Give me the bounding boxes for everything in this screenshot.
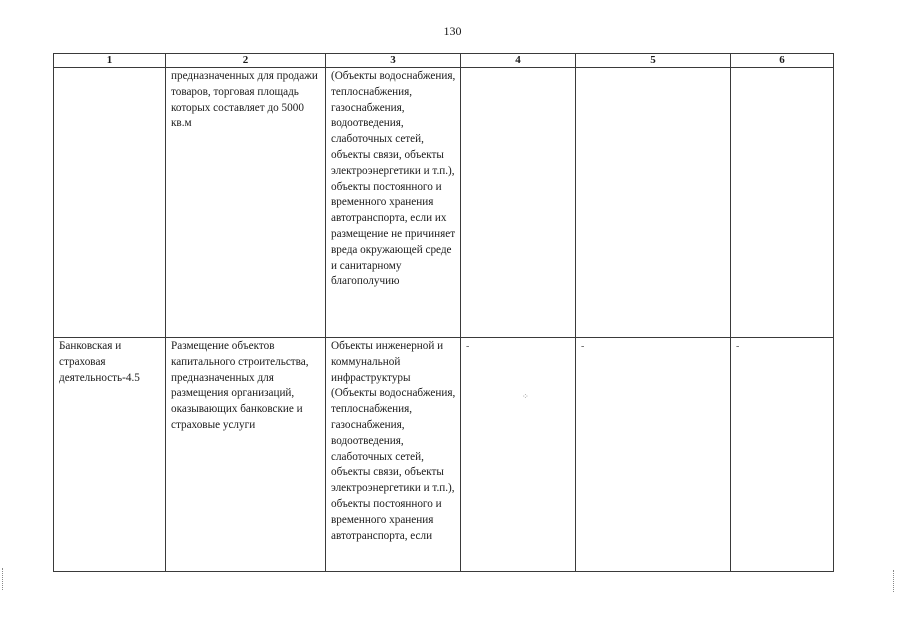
column-header-3: 3 [326,54,461,68]
cell-col5 [576,338,731,572]
table-header-row [54,54,834,68]
cell-auxiliary-objects: (Объекты водоснабжения, теплоснабжения, газоснабжения, водоотведения, слаботочных сетей, объекты связи, объекты электроэнергетики и т.п.), объекты постоянного и временного хранения автотранспорта, если их размещение не причиняет вреда окружающей среде и санитарному благополучию [326,68,461,338]
dash-mark: - [736,341,740,352]
cell-col6 [731,338,834,572]
left-margin-mark [2,568,4,590]
cell-col4 [461,68,576,338]
dash-mark: - [581,341,585,352]
column-header-2: 2 [166,54,326,68]
column-header-4: 4 [461,54,576,68]
zoning-table [53,53,834,572]
table-row [54,68,834,338]
column-header-1: 1 [54,54,166,68]
cell-col5 [576,68,731,338]
cell-col6 [731,68,834,338]
right-margin-mark [893,570,895,592]
cell-description: Размещение объектов капитального строительства, предназначенных для размещения организаций, оказывающих банковские и страховые услуги [166,338,326,572]
column-header-6: 6 [731,54,834,68]
cell-use-type: Банковская и страховая деятельность-4.5 [54,338,166,572]
page-number: 130 [443,24,462,38]
scan-speck: ⁘ [522,392,529,401]
cell-description: предназначенных для продажи товаров, торговая площадь которых составляет до 5000 кв.м [166,68,326,338]
cell-auxiliary-objects: Объекты инженерной и коммунальной инфраструктуры (Объекты водоснабжения, теплоснабжения, газоснабжения, водоотведения, слаботочных сетей, объекты связи, объекты электроэнергетики и т.п.), объекты постоянного и временного хранения автотранспорта, если [326,338,461,572]
table-row [54,338,834,572]
cell-use-type [54,68,166,338]
dash-mark: - [466,341,470,352]
cell-col4 [461,338,576,572]
column-header-5: 5 [576,54,731,68]
